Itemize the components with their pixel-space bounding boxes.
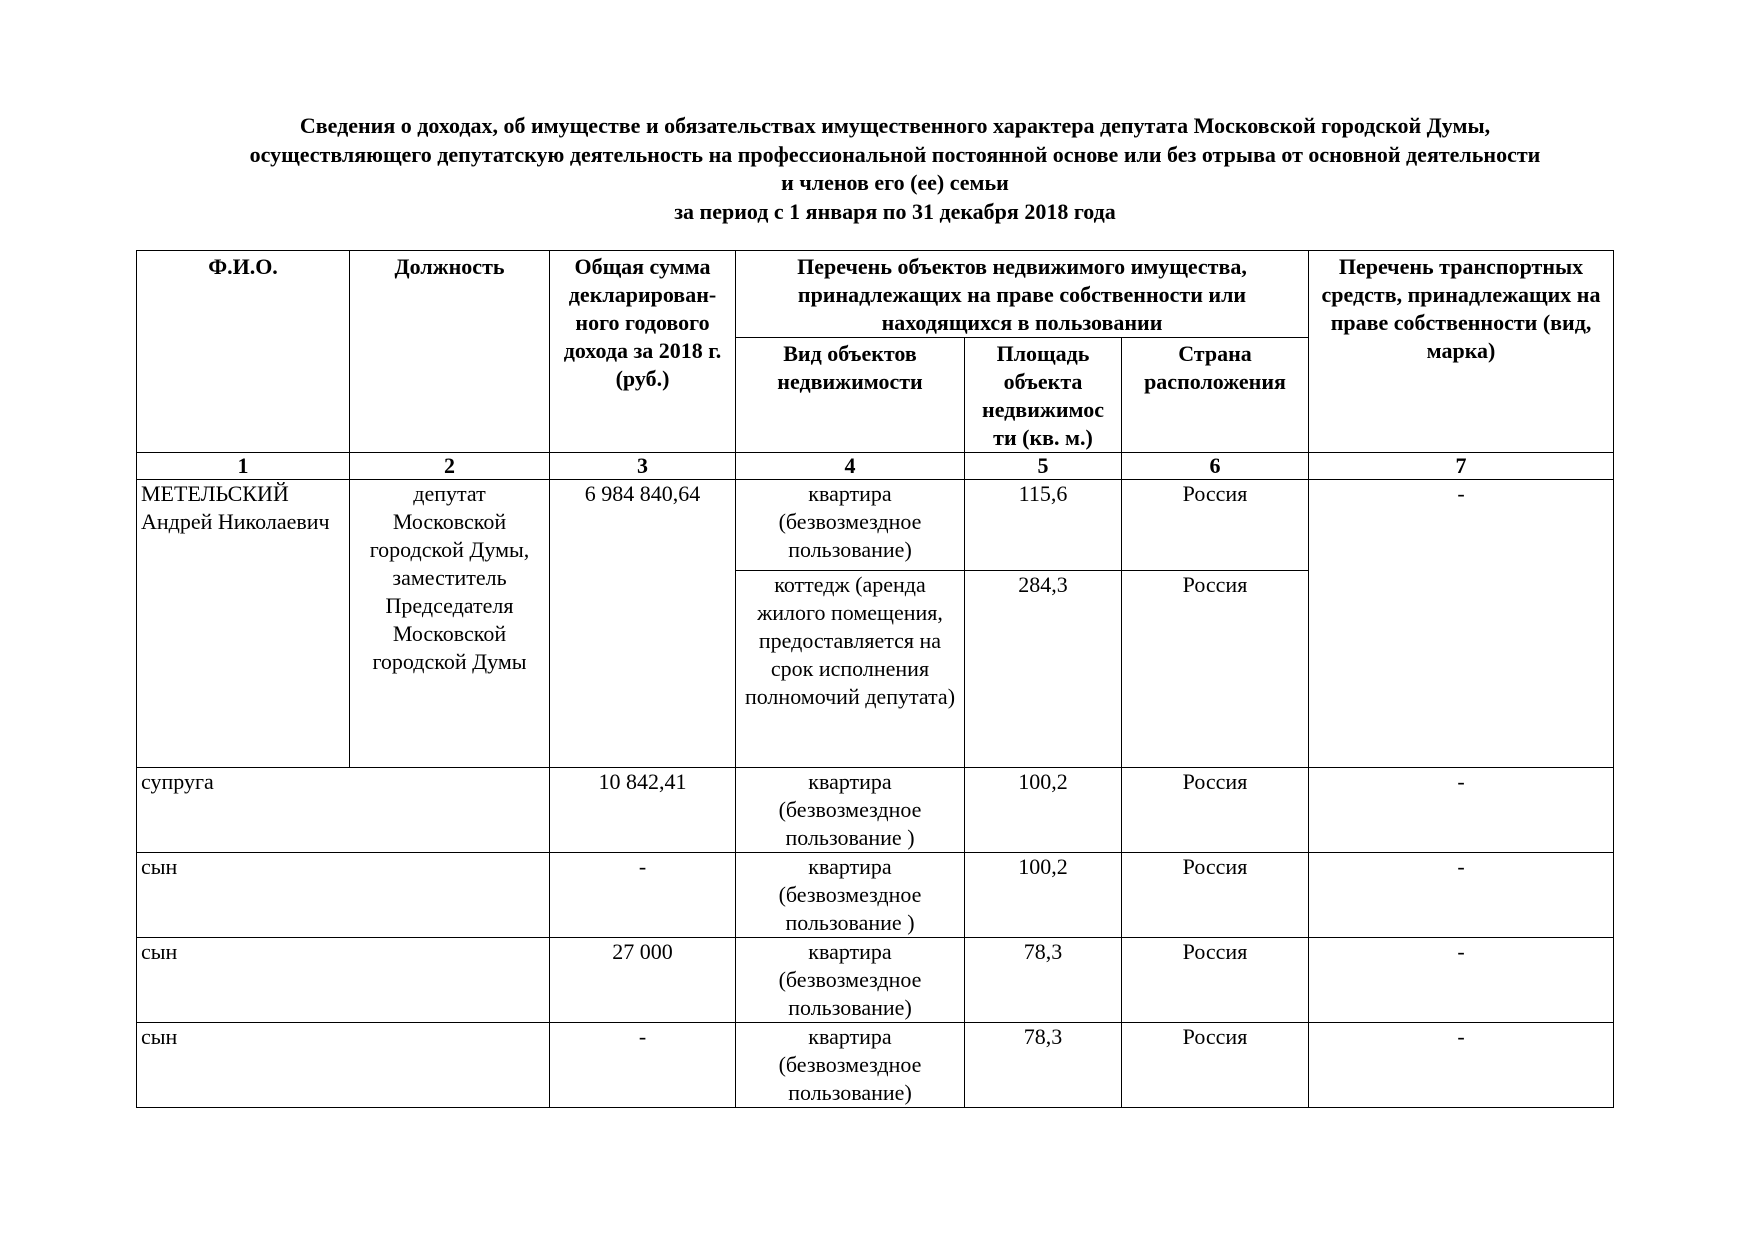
realty-type: квартира (безвозмездное пользование) bbox=[736, 480, 965, 571]
realty-type: квартира (безвозмездное пользование ) bbox=[736, 768, 965, 853]
relative-vehicles: - bbox=[1309, 768, 1614, 853]
realty-type: квартира (безвозмездное пользование ) bbox=[736, 853, 965, 938]
realty-country: Россия bbox=[1122, 768, 1309, 853]
realty-area: 100,2 bbox=[965, 853, 1122, 938]
relative-income: 10 842,41 bbox=[550, 768, 736, 853]
realty-type: квартира (безвозмездное пользование) bbox=[736, 938, 965, 1023]
relative-relation: супруга bbox=[137, 768, 550, 853]
declaration-table bbox=[136, 250, 1614, 1108]
column-number: 5 bbox=[965, 453, 1122, 480]
relative-relation: сын bbox=[137, 853, 550, 938]
column-number-row bbox=[137, 453, 1614, 480]
table-row-deputy bbox=[137, 480, 1614, 571]
title-line-1: Сведения о доходах, об имуществе и обязательствах имущественного характера депутата Московской городской Думы, bbox=[299, 113, 1491, 138]
relative-income: - bbox=[550, 853, 736, 938]
header-realty: Перечень объектов недвижимого имущества, принадлежащих на праве собственности или находящихся в пользовании bbox=[736, 251, 1309, 338]
realty-country: Россия bbox=[1122, 938, 1309, 1023]
header-realty-area: Площадь объекта недвижимос ти (кв. м.) bbox=[965, 338, 1122, 453]
table-row-relative bbox=[137, 853, 1614, 938]
column-number: 4 bbox=[736, 453, 965, 480]
relative-vehicles: - bbox=[1309, 853, 1614, 938]
header-income: Общая сумма декларирован-ного годового дохода за 2018 г. (руб.) bbox=[550, 251, 736, 453]
header-vehicles: Перечень транспортных средств, принадлежащих на праве собственности (вид, марка) bbox=[1309, 251, 1614, 453]
header-fio: Ф.И.О. bbox=[137, 251, 350, 453]
relative-vehicles: - bbox=[1309, 1023, 1614, 1108]
deputy-income: 6 984 840,64 bbox=[550, 480, 736, 768]
realty-area: 78,3 bbox=[965, 1023, 1122, 1108]
realty-country: Россия bbox=[1122, 480, 1309, 571]
realty-area: 115,6 bbox=[965, 480, 1122, 571]
deputy-vehicles: - bbox=[1309, 480, 1614, 768]
table-row-relative bbox=[137, 938, 1614, 1023]
realty-country: Россия bbox=[1122, 1023, 1309, 1108]
header-realty-country: Страна расположения bbox=[1122, 338, 1309, 453]
relative-relation: сын bbox=[137, 1023, 550, 1108]
document-title bbox=[0, 112, 1754, 226]
title-line-3: и членов его (ее) семьи bbox=[781, 170, 1009, 195]
relative-income: 27 000 bbox=[550, 938, 736, 1023]
column-number: 2 bbox=[350, 453, 550, 480]
column-number: 6 bbox=[1122, 453, 1309, 480]
table-row-relative bbox=[137, 768, 1614, 853]
deputy-name: МЕТЕЛЬСКИЙ Андрей Николаевич bbox=[137, 480, 350, 768]
table-row-relative bbox=[137, 1023, 1614, 1108]
realty-type: квартира (безвозмездное пользование) bbox=[736, 1023, 965, 1108]
realty-area: 100,2 bbox=[965, 768, 1122, 853]
relative-relation: сын bbox=[137, 938, 550, 1023]
deputy-position: депутат Московской городской Думы, заместитель Председателя Московской городской Думы bbox=[350, 480, 550, 768]
relative-income: - bbox=[550, 1023, 736, 1108]
realty-country: Россия bbox=[1122, 853, 1309, 938]
header-position: Должность bbox=[350, 251, 550, 453]
realty-type: коттедж (аренда жилого помещения, предоставляется на срок исполнения полномочий депутата) bbox=[736, 571, 965, 768]
column-number: 7 bbox=[1309, 453, 1614, 480]
column-number: 3 bbox=[550, 453, 736, 480]
realty-country: Россия bbox=[1122, 571, 1309, 768]
title-line-2: осуществляющего депутатскую деятельность на профессиональной постоянной основе или без отрыва от основной деятельности bbox=[249, 141, 1541, 167]
title-line-4: за период с 1 января по 31 декабря 2018 года bbox=[674, 198, 1116, 224]
column-number: 1 bbox=[137, 453, 350, 480]
header-realty-type: Вид объектов недвижимости bbox=[736, 338, 965, 453]
realty-area: 284,3 bbox=[965, 571, 1122, 768]
realty-area: 78,3 bbox=[965, 938, 1122, 1023]
relative-vehicles: - bbox=[1309, 938, 1614, 1023]
